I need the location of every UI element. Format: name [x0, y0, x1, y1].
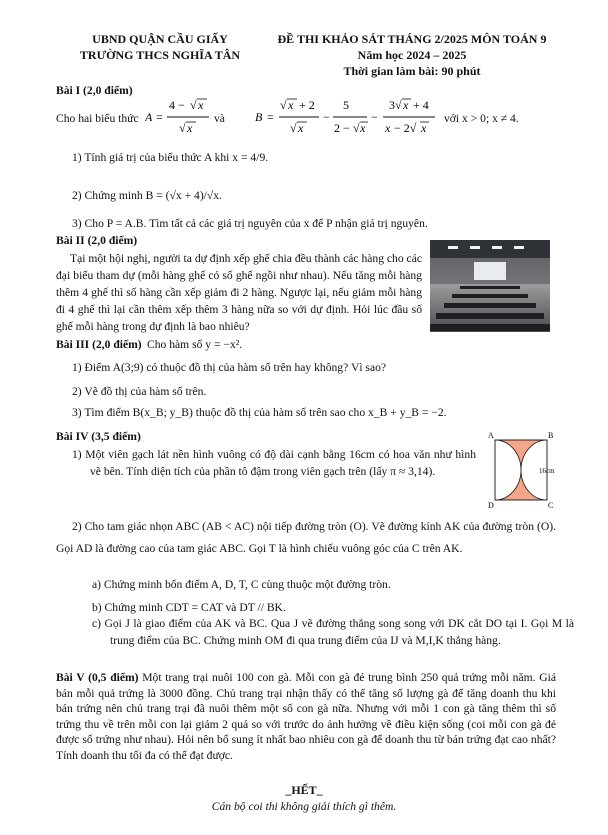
label-b: B [548, 431, 554, 440]
svg-text:√: √ [290, 121, 297, 135]
svg-text:√: √ [353, 121, 360, 135]
svg-text:x: x [360, 121, 366, 135]
section-title-bai5: Bài V (0,5 điểm) [56, 671, 139, 684]
bai1-condition: với x > 0; x ≠ 4. [444, 112, 519, 125]
svg-text:x: x [187, 121, 193, 135]
school-year: Năm học 2024 – 2025 [357, 48, 467, 62]
bai1-q2: 2) Chứng minh B = (√x + 4)/√x. [72, 189, 222, 202]
school-district: UBND QUẬN CẦU GIẤY [92, 32, 228, 46]
label-d: D [488, 501, 494, 510]
section-title-bai1: Bài I (2,0 điểm) [56, 84, 133, 97]
exam-duration: Thời gian làm bài: 90 phút [343, 64, 481, 78]
svg-text:x: x [385, 121, 391, 135]
svg-text:√: √ [190, 98, 197, 112]
svg-text:− 2√: − 2√ [394, 121, 417, 135]
section-title-bai4: Bài IV (3,5 điểm) [56, 430, 141, 443]
svg-text:=: = [267, 110, 274, 124]
svg-text:A: A [145, 110, 153, 124]
label-side: 16cm [539, 467, 555, 475]
bai4-qc: c) Gọi J là giao điểm của AK và BC. Qua J vẽ đường thẳng song song với DK cắt DO tại I. Gọi M là trung điểm của BC. Chứng minh OM đi qua trung điểm của IJ và M,I,K thẳng hàng. [92, 617, 574, 647]
end-marker: _HẾT_ [285, 783, 323, 797]
footer-note: Cán bộ coi thi không giải thích gì thêm. [211, 800, 397, 813]
svg-text:=: = [156, 110, 163, 124]
bai4-q1: 1) Một viên gạch lát nền hình vuông có độ dài cạnh bằng 16cm có hoa văn như hình vẽ bên. Tính diện tích của phần tô đậm trong viên gạch trên (lấy π ≈ 3,14). [72, 448, 476, 478]
bai1-and: và [214, 112, 225, 125]
svg-text:5: 5 [343, 98, 349, 112]
svg-text:3√: 3√ [389, 98, 402, 112]
bai3-q2: 2) Vẽ đồ thị của hàm số trên. [72, 385, 207, 398]
bai5-block [56, 670, 556, 763]
bai1-q3: 3) Cho P = A.B. Tìm tất cả các giá trị nguyên của x để P nhận giá trị nguyên. [72, 217, 428, 230]
exam-title: ĐỀ THI KHẢO SÁT THÁNG 2/2025 MÔN TOÁN 9 [277, 32, 547, 46]
svg-text:−: − [371, 110, 378, 124]
bai1-q1: 1) Tính giá trị của biểu thức A khi x = 4/9. [72, 151, 269, 164]
school-name: TRƯỜNG THCS NGHĨA TÂN [79, 48, 241, 62]
svg-text:x: x [298, 121, 304, 135]
tile-figure [484, 428, 564, 512]
svg-text:x: x [403, 98, 409, 112]
svg-text:2 −: 2 − [334, 121, 350, 135]
bai1-intro: Cho hai biểu thức [56, 112, 139, 125]
svg-text:4 −: 4 − [169, 98, 185, 112]
label-c: C [548, 501, 554, 510]
svg-text:B: B [255, 110, 263, 124]
bai3-q3: 3) Tìm điểm B(x_B; y_B) thuộc đồ thị của hàm số trên sao cho x_B + y_B = −2. [72, 406, 447, 419]
section-title-bai3: Bài III (2,0 điểm) [56, 338, 142, 351]
svg-text:x: x [421, 121, 427, 135]
bai2-text: Tại một hội nghị, người ta dự định xếp ghế chia đều thành các hàng cho các đại biểu tham dự (mỗi hàng ghế có số ghế ngồi như nhau). Nếu tăng mỗi hàng thêm 4 ghế thì số hàng cần xếp giảm đi 2 hàng. Ngược lại, nếu giảm mỗi hàng đi 4 ghế thì lại cần thêm xếp thêm 3 hàng nữa so với dự định. Hỏi lúc đầu số ghế mỗi hàng trong dự định là bao nhiêu? [56, 252, 422, 333]
bai4-qb: b) Chứng minh CDT = CAT và DT // BK. [92, 601, 286, 614]
formula-a-b [145, 96, 455, 140]
svg-text:+ 4: + 4 [413, 98, 429, 112]
svg-text:√: √ [179, 121, 186, 135]
bai4-qa: a) Chứng minh bốn điểm A, D, T, C cùng thuộc một đường tròn. [92, 578, 391, 591]
svg-text:+ 2: + 2 [299, 98, 315, 112]
bai3-intro: Cho hàm số y = −x². [147, 338, 243, 351]
svg-text:x: x [288, 98, 294, 112]
label-a: A [488, 431, 494, 440]
svg-text:x: x [198, 98, 204, 112]
svg-text:√: √ [280, 98, 287, 112]
svg-text:−: − [323, 110, 330, 124]
section-title-bai2: Bài II (2,0 điểm) [56, 234, 138, 247]
bai4-q2: 2) Cho tam giác nhọn ABC (AB < AC) nội tiếp đường tròn (O). Vẽ đường kính AK của đường tròn (O). Gọi AD là đường cao của tam giác ABC. Gọi T là hình chiếu vuông góc của C trên AK. [56, 520, 556, 555]
bai5-text: Một trang trại nuôi 100 con gà. Mỗi con gà đẻ trung bình 250 quả trứng mỗi năm. Giá bán mỗi quả trứng là 3000 đồng. Chủ trang trại nhận thấy có thể tăng số lượng gà để tăng doanh thu khi bán trứng nên chủ trang trại đã nuôi thêm một số con gà nữa. Nhưng với mỗi 1 con gà tăng thêm thì số trứng thu về trên mỗi con lại giảm 2 quả so với trước do ảnh hưởng về điều kiện sống (coi mỗi con gà đẻ được số trứng như nhau). Hỏi nên bổ sung ít nhất bao nhiêu con gà để doanh thu từ bán trứng đạt cao nhất? Tính doanh thu tối đa có thể đạt được. [56, 671, 556, 762]
conference-room-image [430, 240, 550, 332]
bai3-q1: 1) Điểm A(3;9) có thuộc đồ thị của hàm số trên hay không? Vì sao? [72, 361, 387, 374]
